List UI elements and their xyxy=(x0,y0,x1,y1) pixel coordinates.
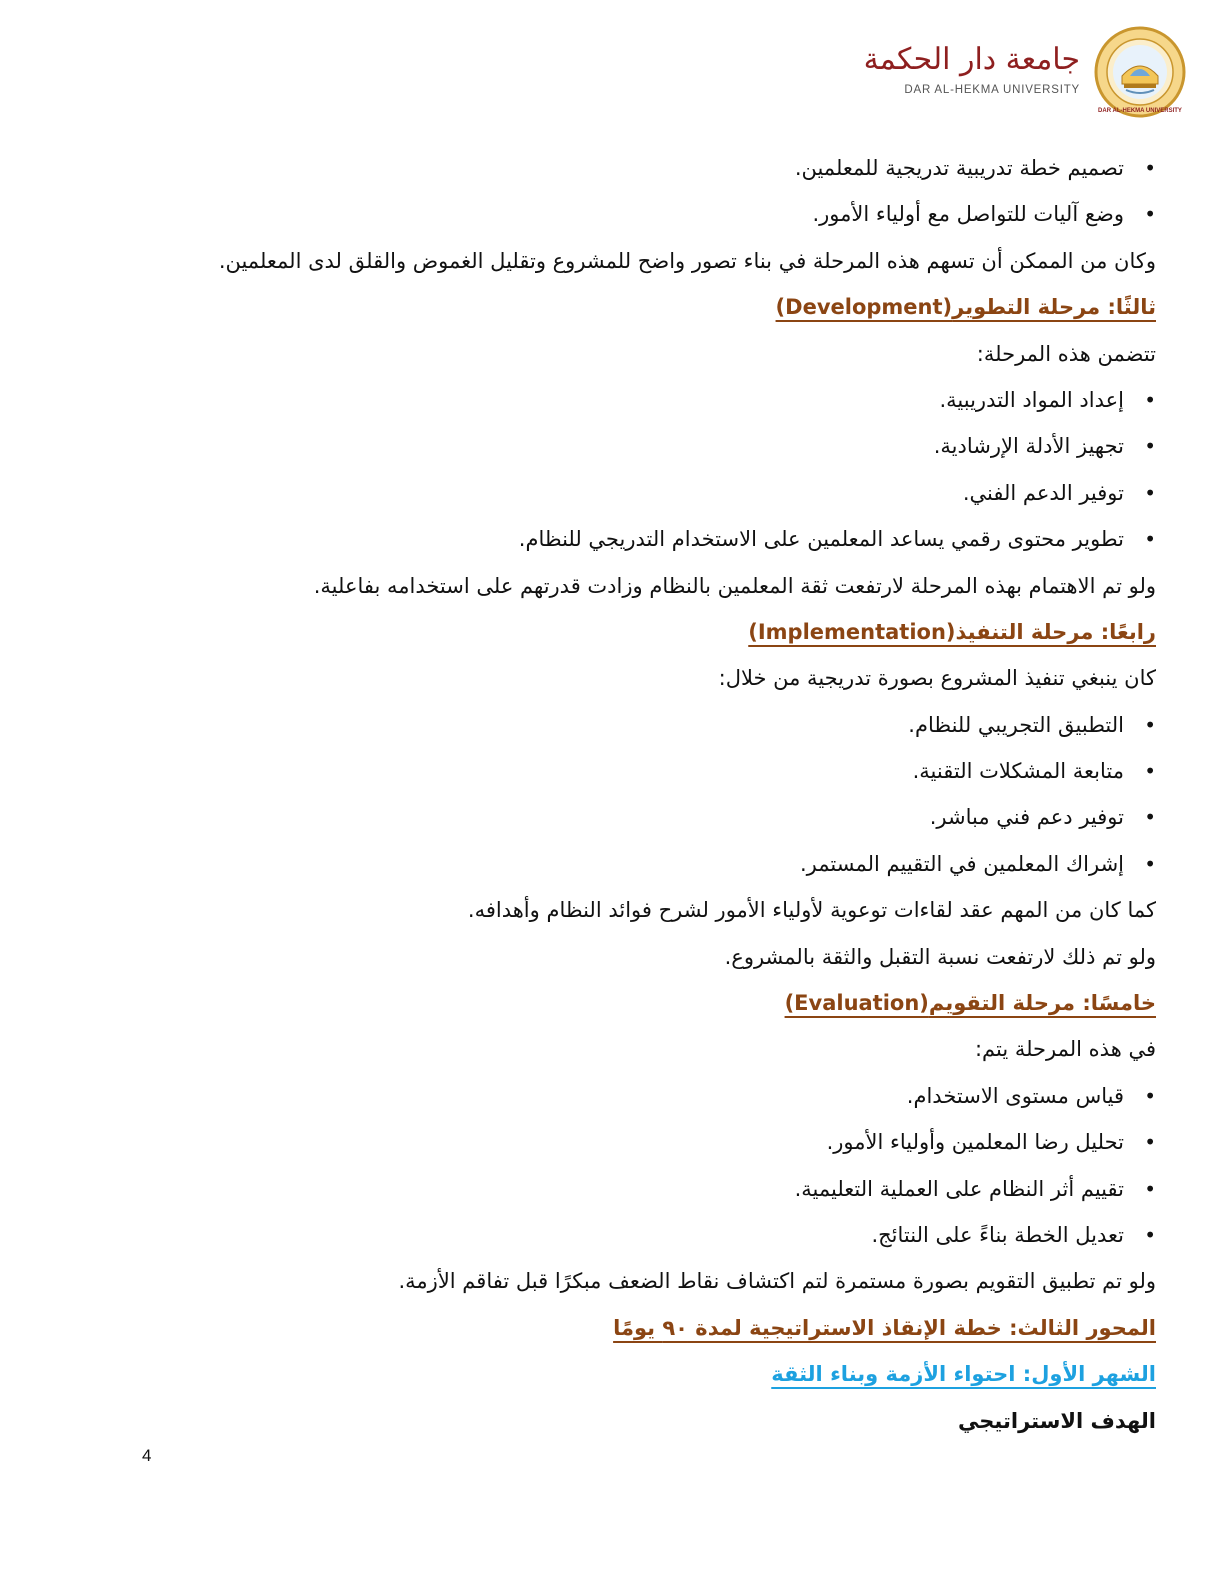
paragraph: في هذه المرحلة يتم: xyxy=(974,1037,1156,1062)
list-item: • تجهيز الأدلة الإرشادية. xyxy=(66,423,1156,469)
list-item: • توفير الدعم الفني. xyxy=(66,470,1156,516)
paragraph: كما كان من المهم عقد لقاءات توعوية لأولياء الأمور لشرح فوائد النظام وأهدافه. xyxy=(467,898,1156,923)
section-heading-implementation: رابعًا: مرحلة التنفيذ(Implementation) xyxy=(748,619,1156,644)
section-heading-axis-three: المحور الثالث: خطة الإنقاذ الاستراتيجية لمدة ٩٠ يومًا xyxy=(613,1315,1156,1340)
list-item: • توفير دعم فني مباشر. xyxy=(66,794,1156,840)
paragraph: تتضمن هذه المرحلة: xyxy=(976,341,1156,366)
logo-english-text: DAR AL-HEKMA UNIVERSITY xyxy=(904,84,1080,96)
section-heading-development: ثالثًا: مرحلة التطوير(Development) xyxy=(775,295,1156,320)
paragraph: ولو تم تطبيق التقويم بصورة مستمرة لتم اكتشاف نقاط الضعف مبكرًا قبل تفاقم الأزمة. xyxy=(398,1269,1156,1294)
svg-text:DAR AL-HEKMA UNIVERSITY: DAR AL-HEKMA UNIVERSITY xyxy=(1098,108,1182,114)
document-body xyxy=(66,145,1156,1444)
university-seal-icon xyxy=(1094,26,1186,118)
list-item: • إشراك المعلمين في التقييم المستمر. xyxy=(66,841,1156,887)
paragraph: كان ينبغي تنفيذ المشروع بصورة تدريجية من خلال: xyxy=(718,666,1156,691)
list-item: • تقييم أثر النظام على العملية التعليمية. xyxy=(66,1166,1156,1212)
list-item: • متابعة المشكلات التقنية. xyxy=(66,748,1156,794)
list-item: • التطبيق التجريبي للنظام. xyxy=(66,702,1156,748)
paragraph: ولو تم ذلك لارتفعت نسبة التقبل والثقة بالمشروع. xyxy=(724,944,1156,969)
subsection-heading-month-one: الشهر الأول: احتواء الأزمة وبناء الثقة xyxy=(771,1362,1156,1387)
list-item: • وضع آليات للتواصل مع أولياء الأمور. xyxy=(66,191,1156,237)
subsection-heading-strategic-goal: الهدف الاستراتيجي xyxy=(958,1408,1156,1433)
list-item: • إعداد المواد التدريبية. xyxy=(66,377,1156,423)
section-heading-evaluation: خامسًا: مرحلة التقويم(Evaluation) xyxy=(784,991,1156,1016)
list-item: • قياس مستوى الاستخدام. xyxy=(66,1073,1156,1119)
list-item: • تعديل الخطة بناءً على النتائج. xyxy=(66,1212,1156,1258)
paragraph: وكان من الممكن أن تسهم هذه المرحلة في بناء تصور واضح للمشروع وتقليل الغموض والقلق لدى المعلمين. xyxy=(218,248,1156,273)
list-item: • تطوير محتوى رقمي يساعد المعلمين على الاستخدام التدريجي للنظام. xyxy=(66,516,1156,562)
page-number: 4 xyxy=(142,1446,152,1465)
paragraph: ولو تم الاهتمام بهذه المرحلة لارتفعت ثقة المعلمين بالنظام وزادت قدرتهم على استخدامه بفاعلية. xyxy=(313,573,1156,598)
logo-arabic-text: جامعة دار الحكمة xyxy=(863,42,1080,77)
list-item: • تحليل رضا المعلمين وأولياء الأمور. xyxy=(66,1119,1156,1165)
list-item: • تصميم خطة تدريبية تدريجية للمعلمين. xyxy=(66,145,1156,191)
university-logo xyxy=(863,26,1186,121)
